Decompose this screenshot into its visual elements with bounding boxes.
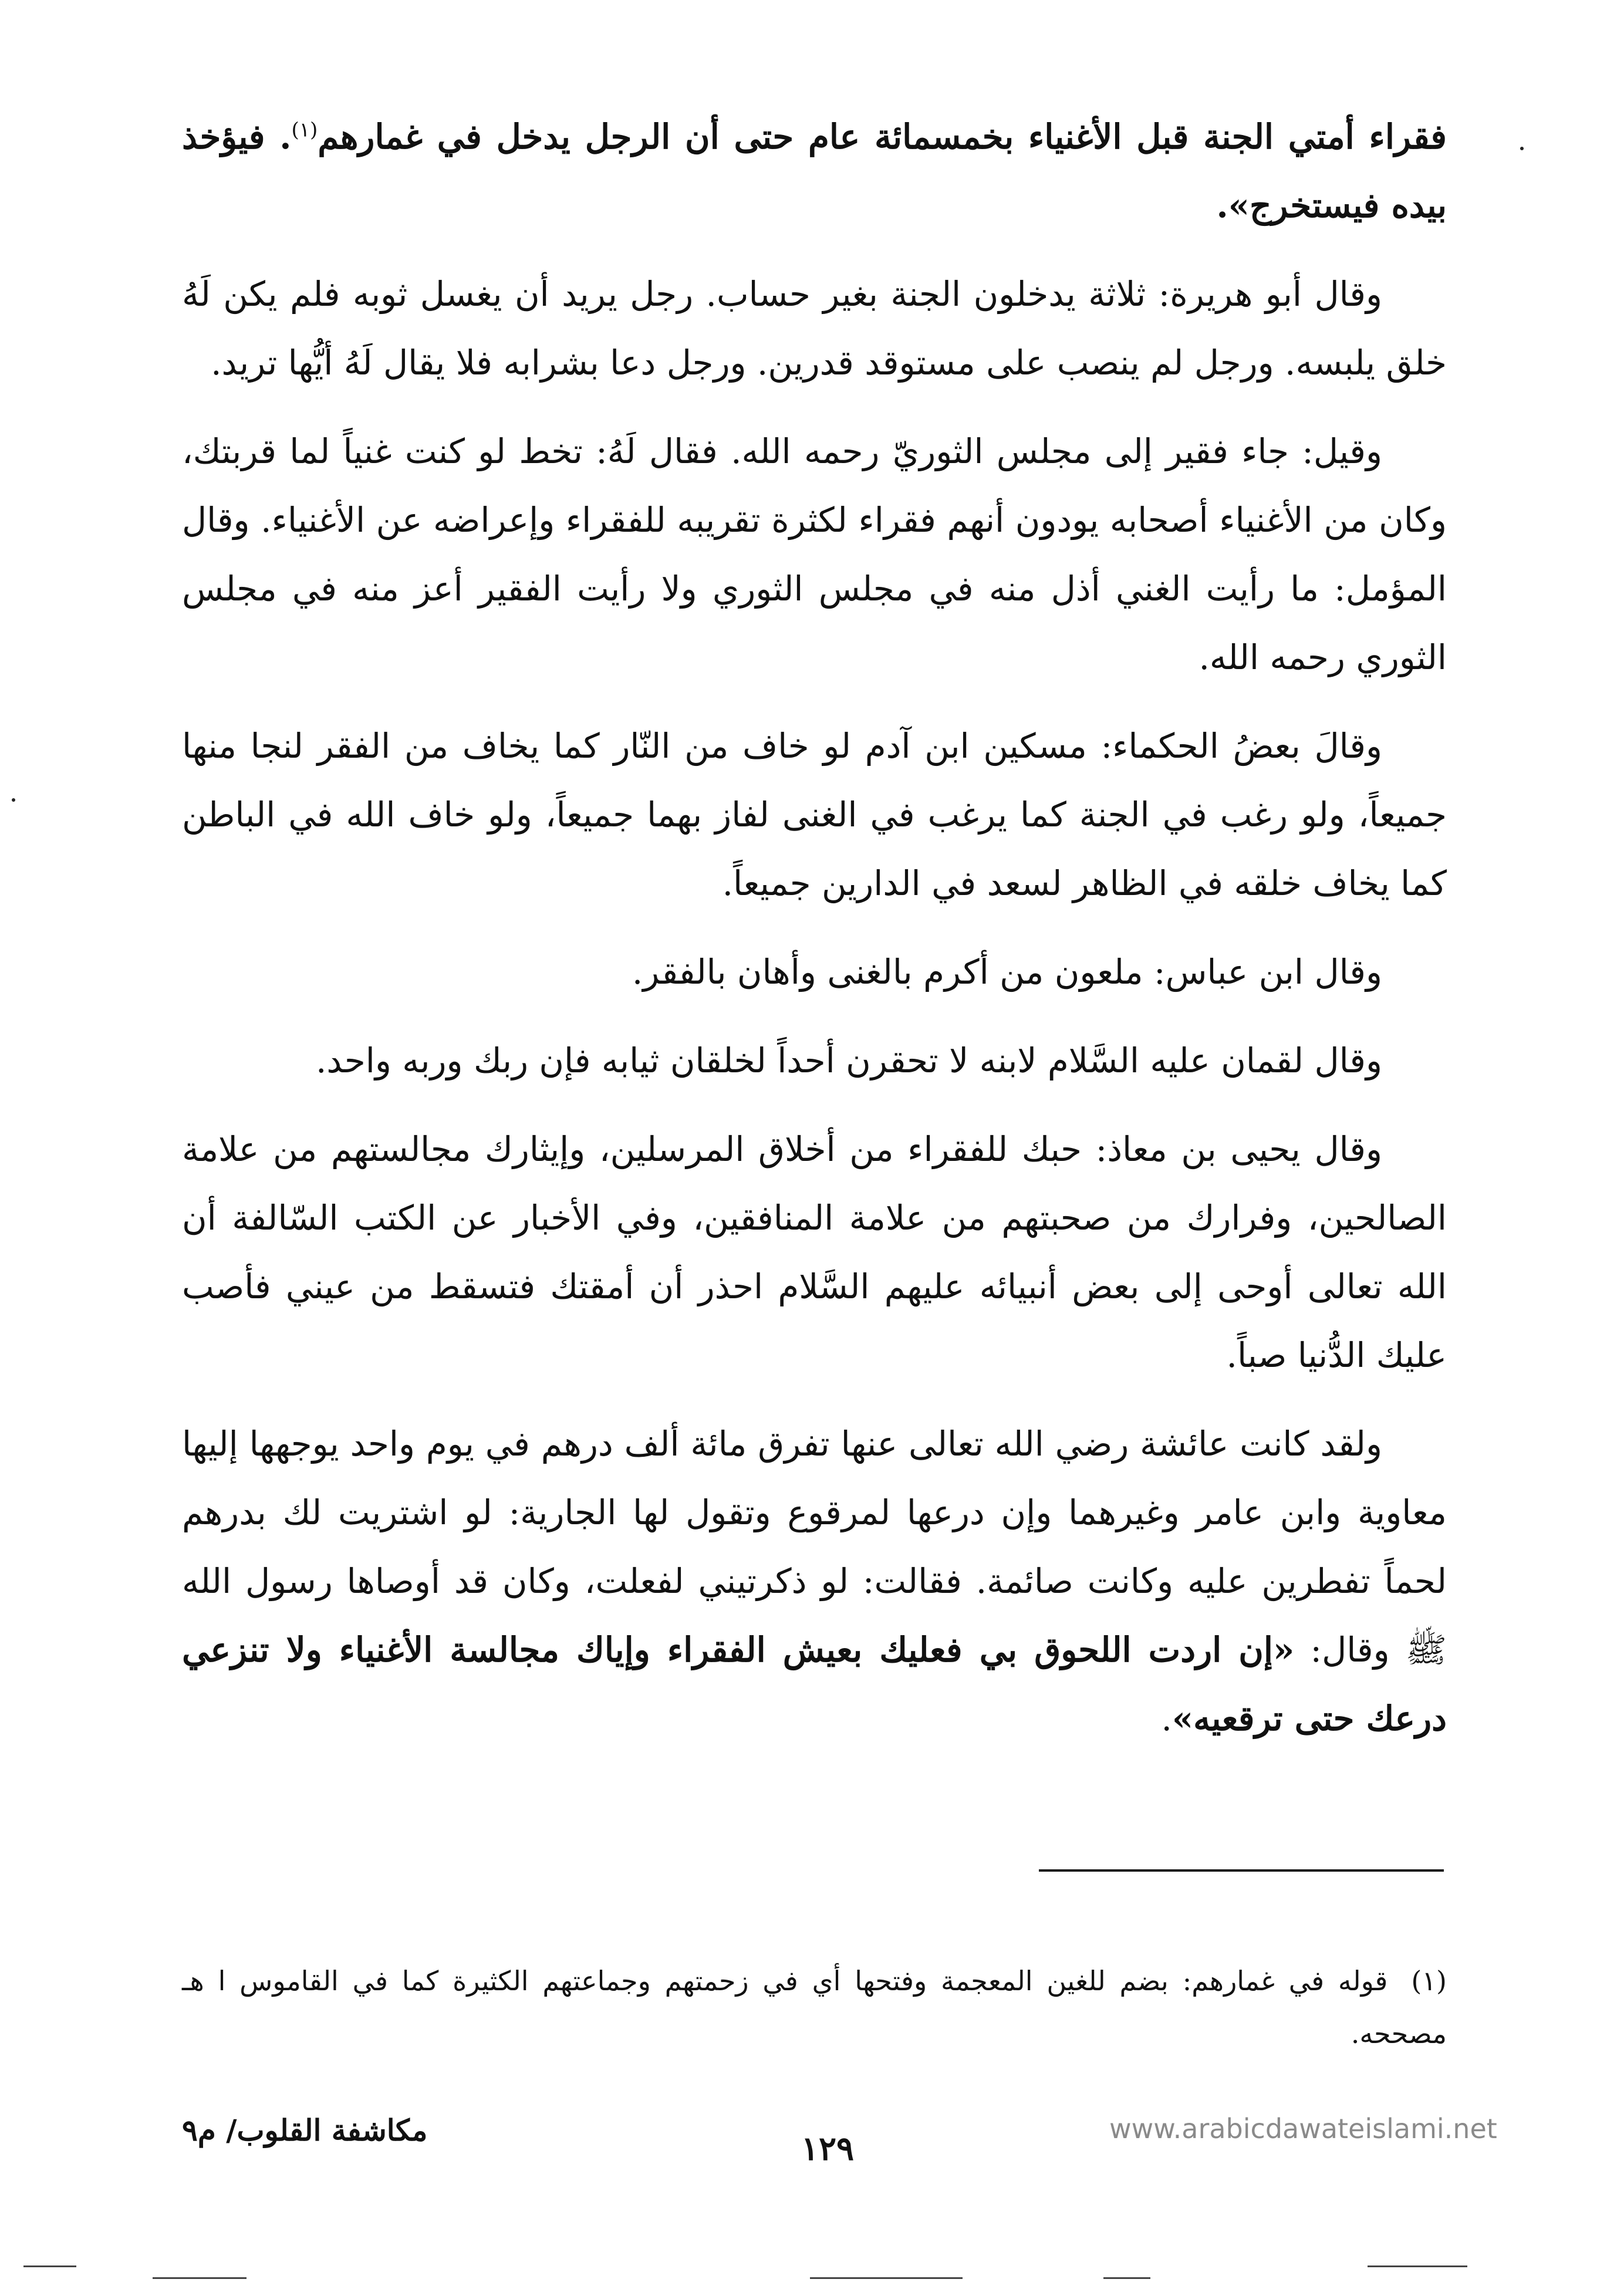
scan-mark-bottom-center [810,2277,963,2279]
scan-dot-left [12,798,15,802]
paragraph-8-hadith: «إن اردت اللحوق بي فعليك بعيش الفقراء وإياك مجالسة الأغنياء ولا تنزعي درعك حتى ترقعيه» [182,1630,1447,1738]
footnote-ref: (١) [291,118,318,142]
footnote-separator [1039,1869,1444,1872]
scan-mark-bottom-center-left [153,2277,247,2279]
paragraph-3: وقيل: جاء فقير إلى مجلس الثوريّ رحمه الله. فقال لَهُ: تخط لو كنت غنياً لما قربتك، وكان من الأغنياء أصحابه يودون أنهم فقراء لكثرة تقريبه للفقراء وإعراضه عن الأغنياء. وقال المؤمل: ما رأيت الغني أذل منه في مجلس الثوري ولا رأيت الفقير أعز منه في مجلس الثوري رحمه الله. [182,431,1447,677]
footnote [182,1954,1447,2060]
scan-mark-bottom-left [23,2265,76,2267]
paragraph-7: وقال يحيى بن معاذ: حبك للفقراء من أخلاق المرسلين، وإيثارك مجالستهم من علامة الصالحين، وفرارك من صحبتهم من علامة المنافقين، وفي الأخبار عن الكتب السّالفة أن الله تعالى أوحى إلى بعض أنبيائه عليهم السَّلام احذر أن أمقتك فتسقط من عيني فأصب عليك الدُّنيا صباً. [182,1129,1447,1375]
paragraph-8 [182,1410,1447,1753]
watermark-url: www.arabicdawateislami.net [1109,2113,1497,2145]
paragraph-1-text: فقراء أمتي الجنة قبل الأغنياء بخمسمائة عام حتى أن الرجل يدخل في غمارهم [318,117,1447,157]
paragraph-1-text-after: . فيؤخذ بيده فيستخرج». [182,117,1447,225]
page-body [182,103,1447,1773]
paragraph-4: وقالَ بعضُ الحكماء: مسكين ابن آدم لو خاف من النّار كما يخاف من الفقر لنجا منها جميعاً، ولو رغب في الجنة كما يرغب في الغنى لفاز بهما جميعاً، ولو خاف الله في الباطن كما يخاف خلقه في الظاهر لسعد في الدارين جميعاً. [182,726,1447,903]
footnote-number: (١) [1411,1965,1447,1997]
paragraph-8-text: ولقد كانت عائشة رضي الله تعالى عنها تفرق مائة ألف درهم في يوم واحد يوجهها إليها معاوية وابن عامر وغيرهما وإن درعها لمرقوع وتقول لها الجارية: لو اشتريت لك بدرهم لحماً تفطرين عليه وكانت صائمة. فقالت: لو ذكرتيني لفعلت، وكان قد أوصاها رسول الله ﷺ وقال: [182,1424,1447,1670]
paragraph-1 [182,103,1447,240]
scan-mark-bottom-center-right [1103,2277,1150,2279]
paragraph-8-text-after: . [1161,1699,1172,1738]
footnote-text: قوله في غمارهم: بضم للغين المعجمة وفتحها أي في زحمتهم وجماعتهم الكثيرة كما في القاموس ا هـ مصححه. [182,1965,1447,2049]
running-title: مكاشفة القلوب/ م٩ [182,2113,428,2148]
paragraph-5: وقال ابن عباس: ملعون من أكرم بالغنى وأهان بالفقر. [632,952,1382,992]
paragraph-2: وقال أبو هريرة: ثلاثة يدخلون الجنة بغير حساب. رجل يريد أن يغسل ثوبه فلم يكن لَهُ خلق يلبسه. ورجل لم ينصب على مستوقد قدرين. ورجل دعا بشرابه فلا يقال لَهُ أيُّها تريد. [182,274,1447,383]
scan-dot-right [1520,147,1524,150]
page-number: ١٢٩ [801,2129,855,2168]
scan-mark-bottom-right [1368,2265,1467,2267]
paragraph-6: وقال لقمان عليه السَّلام لابنه لا تحقرن أحداً لخلقان ثيابه فإن ربك وربه واحد. [315,1041,1382,1081]
